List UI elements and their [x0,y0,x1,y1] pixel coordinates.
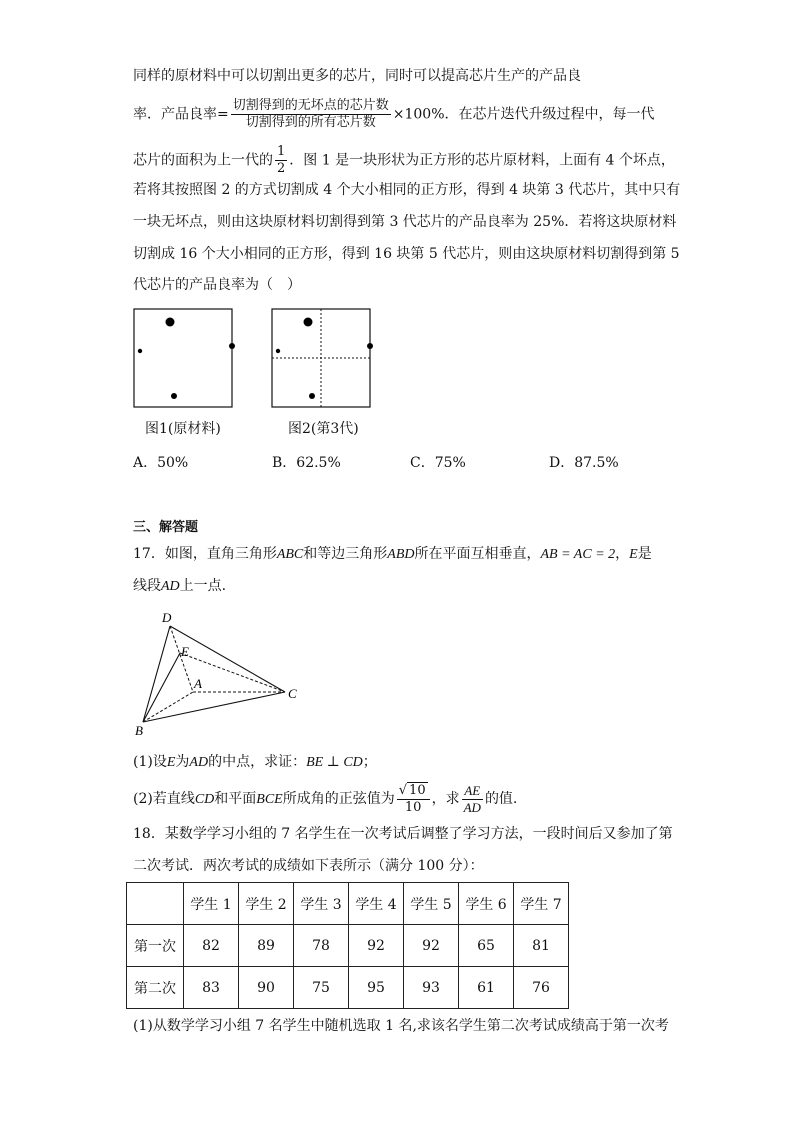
table-cell: 81 [514,925,569,967]
yield-fraction-denominator: 切割得到的所有芯片数 [245,115,376,130]
q17-text-f: 线段 [133,578,161,594]
figure-1-caption: 图1(原材料) [145,421,221,437]
q18-line-2: 二次考试．两次考试的成绩如下表所示（满分 100 分）： [133,858,484,874]
half-fraction [275,144,287,177]
q17-p1-text-a: (1)设 [133,754,167,770]
q17-part-2 [133,782,517,816]
defect-point-3 [367,343,373,349]
intro-line-3 [133,144,675,177]
table-row [127,925,569,967]
q17-text-e: 是 [637,546,652,562]
intro-line-2 [133,98,655,131]
q17-equation: AB = AC = 2 [540,547,616,562]
area-suffix: ．图 1 是一块形状为正方形的芯片原材料，上面有 4 个坏点， [289,152,675,169]
table-cell: 92 [404,925,459,967]
header-student-2: 学生 2 [239,883,294,925]
area-text: 芯片的面积为上一代的 [133,152,273,169]
q18-line-1: 18．某数学学习小组的 7 名学生在一次考试后调整了学习方法，一段时间后又参加了第 [133,826,673,842]
table-cell: 93 [404,967,459,1009]
row-label-second: 第二次 [127,967,184,1009]
figure-1-raw-material [133,308,237,412]
label-b: B [135,723,143,738]
header-student-6: 学生 6 [459,883,514,925]
q17-p2-text-c: 所成角的正弦值为 [282,791,395,807]
q18-part-1: (1)从数学学习小组 7 名学生中随机选取 1 名,求该名学生第二次考试成绩高于第一次考 [133,1018,669,1034]
q17-geometry-figure [130,606,310,738]
table-cell: 82 [184,925,239,967]
half-denominator: 2 [277,161,286,176]
yield-label: 率．产品良率= [133,106,229,123]
defect-point-1 [166,318,175,327]
q17-p1-expression: BE ⊥ CD [306,755,363,770]
q17-line-2 [133,576,226,597]
yield-fraction-numerator: 切割得到的无坏点的芯片数 [232,98,389,113]
q17-p2-text-d: ，求 [431,791,460,807]
q17-text-c: 所在平面互相垂直， [414,546,541,562]
table-cell: 92 [349,925,404,967]
sine-denominator: 10 [404,800,422,815]
label-c: C [288,686,297,701]
intro-line-5: 一块无坏点，则由这块原材料切割得到第 3 代芯片的产品良率为 25%．若将这块原材料 [133,214,677,230]
label-a: A [194,676,202,691]
q17-p1-text-d: ； [362,754,377,770]
label-e: E [181,644,189,659]
edge-be [143,653,180,722]
defect-point-3 [229,343,235,349]
defect-point-2 [138,349,142,353]
label-d: D [162,610,172,625]
intro-line-6: 切割成 16 个大小相同的正方形，得到 16 块第 5 代芯片，则由这块原材料切割得到第 5 [133,246,680,262]
q17-text-d: ， [615,546,630,562]
defect-point-4 [171,393,177,399]
header-student-3: 学生 3 [294,883,349,925]
figure-2-caption: 图2(第3代) [288,421,359,437]
q17-text-g: 上一点. [179,578,227,594]
option-a: A．50% [133,455,189,471]
ratio-numerator: AE [462,783,483,800]
q17-part-1 [133,752,377,773]
table-cell: 65 [459,925,514,967]
q17-ad: AD [161,579,180,594]
table-row [127,967,569,1009]
figure-2-third-generation [271,308,375,412]
q17-p2-cd: CD [194,792,215,807]
defect-point-4 [309,393,315,399]
q17-p2-text-b: 和平面 [214,791,257,807]
option-c: C．75% [410,455,466,471]
sine-numerator: √ 10 [397,782,430,800]
q17-p2-text-a: (2)若直线 [133,791,195,807]
edge-bc [143,692,285,722]
edge-db [143,626,170,722]
q17-text-a: 17．如图，直角三角形 [133,546,277,562]
intro-line-1: 同样的原材料中可以切割出更多的芯片，同时可以提高芯片生产的产品良 [133,68,581,84]
half-numerator: 1 [277,144,286,159]
q17-p2-bce: BCE [256,792,283,807]
q17-p1-text-b: 为 [175,754,190,770]
q17-p1-text-c: 的中点，求证： [208,754,307,770]
table-cell: 95 [349,967,404,1009]
yield-fraction [231,98,391,131]
intro-line-7: 代芯片的产品良率为（ ） [133,277,301,293]
table-cell: 61 [459,967,514,1009]
defect-point-1 [304,318,313,327]
q17-p2-text-e: 的值. [484,791,518,807]
table-cell: 76 [514,967,569,1009]
row-label-first: 第一次 [127,925,184,967]
defect-point-2 [276,349,280,353]
option-b: B．62.5% [272,455,341,471]
header-student-5: 学生 5 [404,883,459,925]
table-cell: 90 [239,967,294,1009]
table-cell: 78 [294,925,349,967]
edge-da [170,626,193,692]
header-student-1: 学生 1 [184,883,239,925]
sqrt-radicand: 10 [409,783,426,798]
q17-text-b: 和等边三角形 [303,546,388,562]
table-header-row [127,883,569,925]
figure-1-square [134,309,232,407]
q17-e: E [629,547,638,562]
ratio-denominator: AD [463,799,481,815]
q17-p1-ad: AD [189,755,209,770]
intro-line-4: 若将其按照图 2 的方式切割成 4 个大小相同的正方形，得到 4 块第 3 代芯片，其中只有 [133,182,681,198]
scores-table [126,882,569,1009]
header-student-4: 学生 4 [349,883,404,925]
table-cell: 89 [239,925,294,967]
ratio-fraction [462,783,483,816]
section-title: 三、解答题 [133,520,199,535]
q17-abd: ABD [387,547,415,562]
q17-abc: ABC [276,547,304,562]
sine-fraction [397,782,430,816]
table-corner-cell [127,883,184,925]
yield-suffix: ×100%．在芯片迭代升级过程中，每一代 [392,106,655,123]
table-cell: 75 [294,967,349,1009]
edge-dc [170,626,285,692]
header-student-7: 学生 7 [514,883,569,925]
q17-line-1 [133,544,652,565]
table-cell: 83 [184,967,239,1009]
q17-p1-e: E [166,755,176,770]
option-d: D．87.5% [549,455,619,471]
